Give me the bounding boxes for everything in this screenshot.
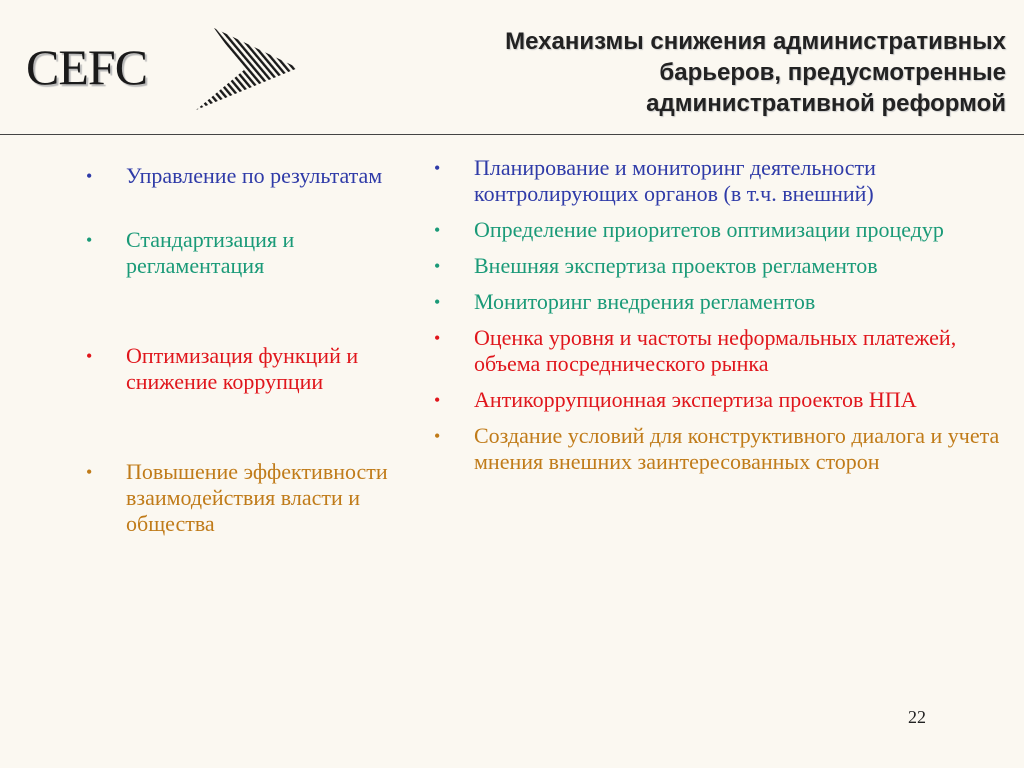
bullet-icon: • [434,328,441,348]
cefc-logo [26,28,286,118]
right-list-item [434,217,1014,243]
right-item-text: Оценка уровня и частоты неформальных платежей, объема посреднического рынка [474,325,957,376]
left-list-item [86,227,426,279]
bullet-icon: • [434,426,441,446]
right-list-item [434,289,1014,315]
left-item-text: Оптимизация функций и снижение коррупции [126,343,359,394]
right-bullet-list [434,155,1014,485]
right-item-text: Определение приоритетов оптимизации процедур [474,217,944,242]
right-item-text: Антикоррупционная экспертиза проектов НПА [474,387,917,412]
right-list-item [434,423,1014,475]
right-list-item [434,325,1014,377]
right-item-text: Создание условий для конструктивного диалога и учета мнения внешних заинтересованных сторон [474,423,1000,474]
logo-text: CEFC [26,39,148,95]
header-divider [0,134,1024,135]
left-item-text: Стандартизация и регламентация [126,227,295,278]
slide-title [366,26,1006,119]
right-item-text: Планирование и мониторинг деятельности контролирующих органов (в т.ч. внешний) [474,155,876,206]
bullet-icon: • [434,256,441,276]
right-list-item [434,155,1014,207]
bullet-icon: • [86,230,93,250]
left-list-item [86,459,426,537]
bullet-icon: • [434,292,441,312]
right-list-item [434,253,1014,279]
title-line-3: административной реформой [646,90,1006,117]
right-item-text: Внешняя экспертиза проектов регламентов [474,253,878,278]
title-line-1: Механизмы снижения административных [505,28,1006,55]
bullet-icon: • [86,166,93,186]
bullet-icon: • [86,462,93,482]
right-item-text: Мониторинг внедрения регламентов [474,289,816,314]
left-item-text: Повышение эффективности взаимодействия власти и общества [126,459,388,536]
bullet-icon: • [434,220,441,240]
bullet-icon: • [434,158,441,178]
title-line-2: барьеров, предусмотренные [659,59,1006,86]
bullet-icon: • [434,390,441,410]
left-bullet-list [86,163,426,575]
page-number: 22 [908,707,926,727]
bullet-icon: • [86,346,93,366]
right-list-item [434,387,1014,413]
left-item-text: Управление по результатам [126,163,383,188]
striped-arrow-icon [186,28,298,110]
left-list-item [86,343,426,395]
left-list-item [86,163,426,189]
